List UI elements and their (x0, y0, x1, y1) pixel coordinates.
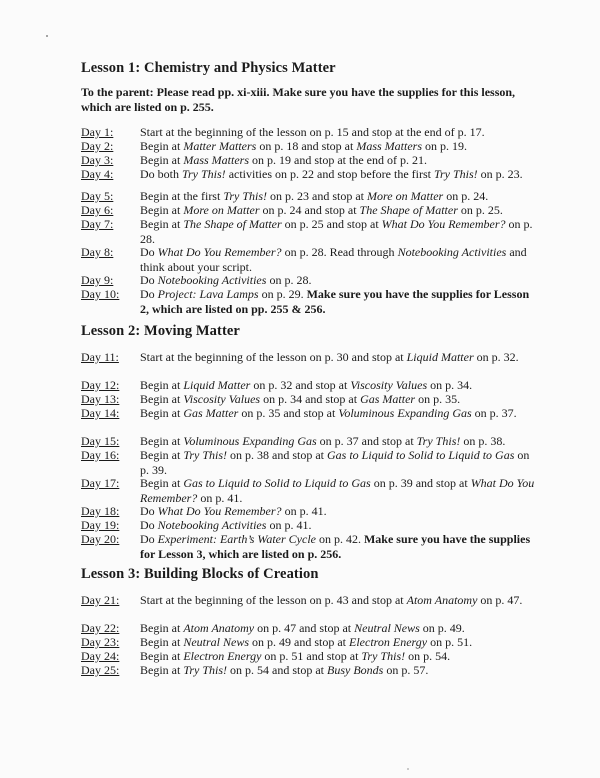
instruction-text: on p. 54. (405, 649, 451, 663)
section-title-ref: Notebooking Activities (157, 518, 267, 532)
day-label: Day 20: (81, 532, 120, 546)
section-title-ref: Viscosity Values (183, 392, 261, 406)
section-title-ref: Mass Matters (356, 139, 422, 153)
instruction-text: on p. 34 and stop at (260, 392, 361, 406)
instruction-text: Do (140, 504, 158, 518)
day-label: Day 25: (81, 663, 120, 677)
instruction-text: on p. 18 and stop at (256, 139, 357, 153)
section-title-ref: More on Matter (367, 189, 444, 203)
day-instructions (140, 139, 536, 154)
instruction-text: Begin at (140, 153, 184, 167)
instruction-text: on p. 32 and stop at (250, 378, 351, 392)
instruction-text: Do (140, 532, 158, 546)
section-title-ref: Try This! (183, 663, 228, 677)
day-label: Day 4: (81, 167, 114, 181)
day-label: Day 11: (81, 350, 119, 364)
day-label: Day 3: (81, 153, 114, 167)
day-instructions (140, 287, 536, 316)
day-label: Day 23: (81, 635, 120, 649)
section-title-ref: Voluminous Expanding Gas (338, 406, 472, 420)
day-label: Day 8: (81, 245, 114, 259)
section-title-ref: Viscosity Values (350, 378, 428, 392)
instruction-text: on p. 32. (473, 350, 519, 364)
instruction-text: on p. 25 and stop at (281, 217, 382, 231)
instruction-text: Begin at (140, 663, 184, 677)
instruction-text: Begin at (140, 649, 184, 663)
instruction-text: on p. 24 and stop at (259, 203, 360, 217)
day-instructions (140, 649, 536, 664)
instruction-text: Begin at (140, 406, 184, 420)
lesson-1-title: Lesson 1: Chemistry and Physics Matter (81, 60, 336, 76)
day-instructions (140, 621, 536, 636)
day-instructions (140, 635, 536, 650)
instruction-text: on p. 38. (460, 434, 506, 448)
instruction-text: Begin at (140, 635, 184, 649)
section-title-ref: Atom Anatomy (183, 621, 255, 635)
day-instructions (140, 518, 536, 533)
section-title-ref: The Shape of Matter (359, 203, 458, 217)
day-label: Day 9: (81, 273, 114, 287)
section-title-ref: Matter Matters (183, 139, 257, 153)
day-instructions (140, 378, 536, 393)
section-title-ref: Notebooking Activities (157, 273, 267, 287)
instruction-text: on p. 49 and stop at (249, 635, 349, 649)
section-title-ref: More on Matter (183, 203, 260, 217)
day-label: Day 15: (81, 434, 120, 448)
section-title-ref: Experiment: Earth’s Water Cycle (157, 532, 316, 546)
section-title-ref: Project: Lava Lamps (157, 287, 259, 301)
day-instructions (140, 476, 536, 505)
day-label: Day 16: (81, 448, 120, 462)
section-title-ref: Mass Matters (183, 153, 249, 167)
day-label: Day 24: (81, 649, 120, 663)
instruction-text: Begin at the first (140, 189, 224, 203)
day-instructions (140, 350, 536, 365)
instruction-text: on p. 19. (422, 139, 467, 153)
instruction-text: Begin at (140, 476, 184, 490)
section-title-ref: Neutral News (183, 635, 249, 649)
section-title-ref: Gas to Liquid to Solid to Liquid to Gas (183, 476, 371, 490)
scan-speck (46, 35, 48, 37)
instruction-text: on p. 28. (140, 217, 533, 246)
instruction-text: on p. 42. (315, 532, 364, 546)
day-instructions (140, 189, 536, 204)
day-instructions (140, 392, 536, 407)
instruction-text: Do (140, 287, 158, 301)
instruction-text: on p. 47. (477, 593, 523, 607)
scan-speck (407, 768, 409, 770)
instruction-text: on p. 29. (258, 287, 307, 301)
instruction-text: Begin at (140, 448, 184, 462)
parent-note: To the parent: Please read pp. xi-xiii. Make sure you have the supplies for this lesson, which are listed on p. 255. (81, 85, 516, 114)
section-title-ref: What Do You Remember? (381, 217, 506, 231)
instruction-text: on p. 23 and stop at (267, 189, 368, 203)
section-title-ref: Try This! (183, 448, 228, 462)
day-label: Day 14: (81, 406, 120, 420)
instruction-text: on p. 28. (266, 273, 312, 287)
section-title-ref: Electron Energy (349, 635, 428, 649)
day-instructions (140, 434, 536, 449)
day-label: Day 19: (81, 518, 120, 532)
instruction-text: Do (140, 245, 158, 259)
day-label: Day 21: (81, 593, 120, 607)
instruction-text: activities on p. 22 and stop before the first (225, 167, 434, 181)
instruction-text: Begin at (140, 203, 184, 217)
instruction-text: on p. 41. (281, 504, 327, 518)
section-title-ref: Gas Matter (183, 406, 239, 420)
section-title-ref: Gas Matter (360, 392, 416, 406)
day-label: Day 17: (81, 476, 120, 490)
instruction-text: on p. 38 and stop at (227, 448, 328, 462)
instruction-text: Do both (140, 167, 182, 181)
instruction-text: on p. 28. Read through (281, 245, 398, 259)
day-instructions (140, 153, 536, 168)
day-label: Day 13: (81, 392, 120, 406)
instruction-text: Begin at (140, 378, 184, 392)
day-instructions (140, 504, 536, 519)
instruction-text: on p. 49. (419, 621, 465, 635)
instruction-text: Begin at (140, 217, 184, 231)
instruction-text: on p. 37 and stop at (316, 434, 417, 448)
section-title-ref: Try This! (182, 167, 226, 181)
instruction-text: on p. 35. (415, 392, 461, 406)
supplies-note: Make sure you have the supplies for Lesson 3, which are listed on p. 256. (140, 532, 531, 561)
day-label: Day 18: (81, 504, 120, 518)
instruction-text: on p. 47 and stop at (254, 621, 355, 635)
section-title-ref: Try This! (416, 434, 461, 448)
section-title-ref: Busy Bonds (327, 663, 384, 677)
section-title-ref: Atom Anatomy (406, 593, 478, 607)
section-title-ref: Try This! (433, 167, 478, 181)
day-label: Day 10: (81, 287, 120, 301)
lesson-3-title: Lesson 3: Building Blocks of Creation (81, 566, 319, 582)
section-title-ref: Electron Energy (183, 649, 262, 663)
instruction-text: on p. 24. (443, 189, 489, 203)
day-instructions (140, 203, 536, 218)
instruction-text: on p. 57. (383, 663, 429, 677)
section-title-ref: Neutral News (354, 621, 420, 635)
instruction-text: Begin at (140, 392, 184, 406)
instruction-text: on p. 35 and stop at (238, 406, 339, 420)
instruction-text: Start at the beginning of the lesson on p. 30 and stop at (140, 350, 407, 364)
day-label: Day 5: (81, 189, 114, 203)
instruction-text: on p. 39. (140, 448, 530, 477)
day-instructions (140, 217, 536, 246)
section-title-ref: Liquid Matter (183, 378, 251, 392)
instruction-text: on p. 51 and stop at (261, 649, 362, 663)
section-title-ref: Gas to Liquid to Solid to Liquid to Gas (327, 448, 515, 462)
day-label: Day 6: (81, 203, 114, 217)
day-instructions (140, 532, 536, 561)
day-label: Day 2: (81, 139, 114, 153)
instruction-text: Do (140, 518, 158, 532)
instruction-text: on p. 41. (197, 490, 243, 505)
instruction-text: on p. 23. (477, 167, 523, 181)
section-title-ref: What Do You Remember? (157, 245, 282, 259)
day-label: Day 7: (81, 217, 114, 231)
day-instructions (140, 125, 536, 140)
section-title-ref: Voluminous Expanding Gas (183, 434, 317, 448)
day-instructions (140, 245, 536, 274)
instruction-text: on p. 54 and stop at (227, 663, 328, 677)
instruction-text: on p. 19 and stop at the end of p. 21. (249, 153, 427, 167)
instruction-text: and think about your script. (140, 245, 527, 274)
instruction-text: Begin at (140, 621, 184, 635)
instruction-text: Begin at (140, 434, 184, 448)
section-title-ref: The Shape of Matter (183, 217, 282, 231)
day-instructions (140, 406, 536, 421)
section-title-ref: What Do You Remember? (157, 504, 282, 518)
day-label: Day 12: (81, 378, 120, 392)
supplies-note: Make sure you have the supplies for Lesson 2, which are listed on pp. 255 & 256. (140, 287, 530, 316)
day-instructions (140, 663, 536, 678)
instruction-text: on p. 37. (471, 406, 517, 420)
lesson-2-title: Lesson 2: Moving Matter (81, 323, 240, 339)
instruction-text: on p. 39 and stop at (370, 476, 471, 490)
instruction-text: on p. 41. (266, 518, 312, 532)
day-instructions (140, 167, 536, 182)
day-instructions (140, 273, 536, 288)
section-title-ref: Try This! (361, 649, 406, 663)
day-label: Day 22: (81, 621, 120, 635)
day-label: Day 1: (81, 125, 114, 139)
day-instructions (140, 448, 536, 477)
section-title-ref: What Do You Remember? (140, 476, 535, 505)
instruction-text: Do (140, 273, 158, 287)
instruction-text: on p. 25. (457, 203, 503, 217)
instruction-text: on p. 34. (427, 378, 473, 392)
instruction-text: Begin at (140, 139, 184, 153)
section-title-ref: Try This! (223, 189, 268, 203)
section-title-ref: Notebooking Activities (397, 245, 507, 259)
section-title-ref: Liquid Matter (406, 350, 474, 364)
instruction-text: Start at the beginning of the lesson on p. 15 and stop at the end of p. 17. (140, 125, 485, 139)
instruction-text: Start at the beginning of the lesson on p. 43 and stop at (140, 593, 407, 607)
instruction-text: on p. 51. (427, 635, 473, 649)
day-instructions (140, 593, 536, 608)
